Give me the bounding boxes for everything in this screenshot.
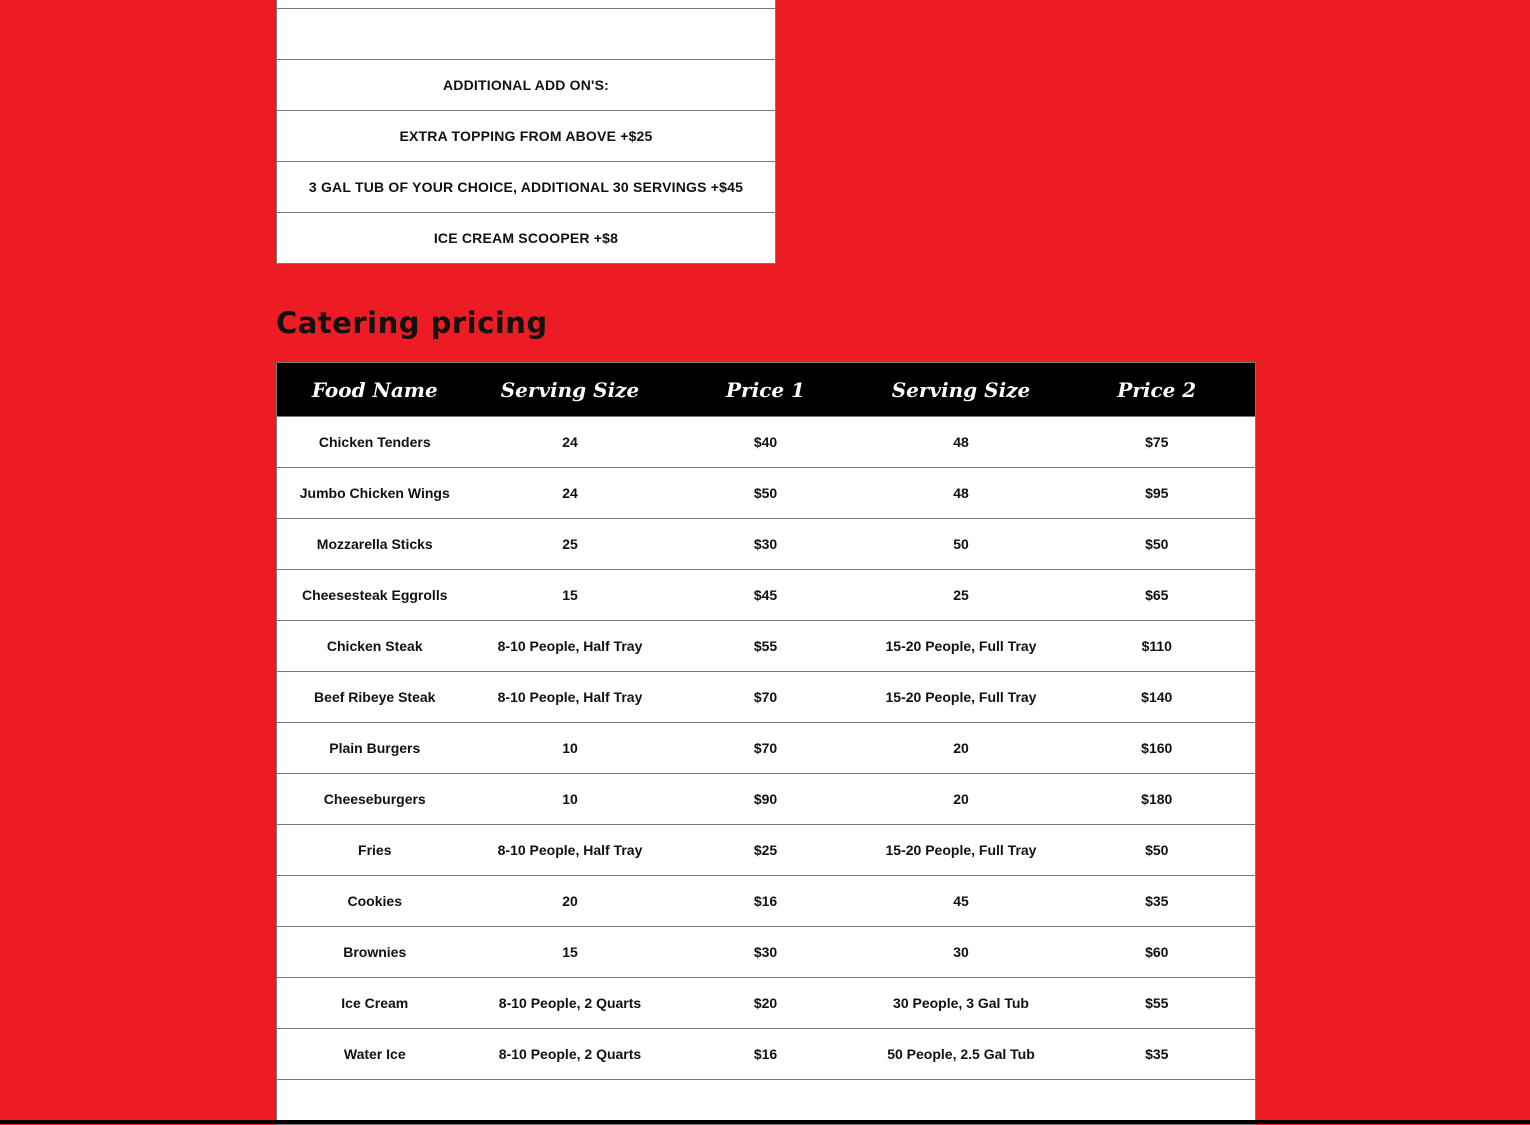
serving-size-1-cell: 24	[473, 417, 668, 468]
food-name-cell: Jumbo Chicken Wings	[277, 468, 473, 519]
price-1-cell: $90	[668, 774, 864, 825]
section-title: Catering pricing	[276, 306, 548, 340]
food-name-cell: Cheesesteak Eggrolls	[277, 570, 473, 621]
serving-size-1-cell: 24	[473, 468, 668, 519]
addons-cell	[277, 9, 776, 60]
food-name-cell: Plain Burgers	[277, 723, 473, 774]
price-1-cell: $45	[668, 570, 864, 621]
price-2-cell: $35	[1059, 1029, 1256, 1080]
serving-size-2-cell: 30	[864, 927, 1059, 978]
price-2-cell: $55	[1059, 978, 1256, 1029]
price-1-cell: $70	[668, 672, 864, 723]
table-row	[277, 672, 1256, 723]
table-row	[277, 723, 1256, 774]
serving-size-1-cell: 8-10 People, Half Tray	[473, 825, 668, 876]
column-header-price-2: Price 2	[1059, 363, 1256, 417]
serving-size-1-cell: 8-10 People, Half Tray	[473, 672, 668, 723]
food-name-cell: Mozzarella Sticks	[277, 519, 473, 570]
serving-size-1-cell: 15	[473, 570, 668, 621]
food-name-cell: Chicken Tenders	[277, 417, 473, 468]
addons-table	[276, 0, 776, 264]
addons-cell	[277, 0, 776, 9]
serving-size-2-cell: 50 People, 2.5 Gal Tub	[864, 1029, 1059, 1080]
addons-cell: ICE CREAM SCOOPER +$8	[277, 213, 776, 264]
serving-size-2-cell: 15-20 People, Full Tray	[864, 825, 1059, 876]
addons-cell: 3 GAL TUB OF YOUR CHOICE, ADDITIONAL 30 SERVINGS +$45	[277, 162, 776, 213]
food-name-cell: Cheeseburgers	[277, 774, 473, 825]
serving-size-2-cell: 25	[864, 570, 1059, 621]
food-name-cell: Chicken Steak	[277, 621, 473, 672]
price-2-cell: $180	[1059, 774, 1256, 825]
table-row	[277, 774, 1256, 825]
price-1-cell: $16	[668, 1029, 864, 1080]
serving-size-2-cell: 48	[864, 417, 1059, 468]
bottom-bar	[0, 1120, 1530, 1124]
food-name-cell: Ice Cream	[277, 978, 473, 1029]
serving-size-2-cell: 15-20 People, Full Tray	[864, 621, 1059, 672]
column-header-price-1: Price 1	[668, 363, 864, 417]
serving-size-1-cell: 8-10 People, 2 Quarts	[473, 978, 668, 1029]
table-row	[277, 162, 776, 213]
serving-size-2-cell: 50	[864, 519, 1059, 570]
serving-size-1-cell: 8-10 People, 2 Quarts	[473, 1029, 668, 1080]
price-2-cell: $140	[1059, 672, 1256, 723]
price-1-cell: $50	[668, 468, 864, 519]
table-row	[277, 468, 1256, 519]
table-header-row	[277, 363, 1256, 417]
food-name-cell: Beef Ribeye Steak	[277, 672, 473, 723]
serving-size-2-cell: 45	[864, 876, 1059, 927]
table-row	[277, 0, 776, 9]
column-header-serving-size-1: Serving Size	[473, 363, 668, 417]
price-1-cell: $25	[668, 825, 864, 876]
table-row	[277, 213, 776, 264]
table-row	[277, 519, 1256, 570]
catering-table-body	[277, 417, 1256, 1125]
serving-size-1-cell: 20	[473, 876, 668, 927]
price-2-cell: $75	[1059, 417, 1256, 468]
serving-size-2-cell: 20	[864, 774, 1059, 825]
price-1-cell: $30	[668, 519, 864, 570]
serving-size-1-cell: 10	[473, 774, 668, 825]
empty-cell	[277, 1080, 1256, 1125]
price-1-cell: $20	[668, 978, 864, 1029]
addons-heading: ADDITIONAL ADD ON'S:	[277, 60, 776, 111]
table-row	[277, 876, 1256, 927]
table-row	[277, 570, 1256, 621]
price-1-cell: $30	[668, 927, 864, 978]
catering-pricing-table	[276, 362, 1256, 1125]
price-1-cell: $16	[668, 876, 864, 927]
price-2-cell: $110	[1059, 621, 1256, 672]
addons-cell: EXTRA TOPPING FROM ABOVE +$25	[277, 111, 776, 162]
price-2-cell: $95	[1059, 468, 1256, 519]
table-row	[277, 927, 1256, 978]
price-1-cell: $70	[668, 723, 864, 774]
table-row	[277, 417, 1256, 468]
food-name-cell: Water Ice	[277, 1029, 473, 1080]
price-1-cell: $40	[668, 417, 864, 468]
food-name-cell: Fries	[277, 825, 473, 876]
column-header-serving-size-2: Serving Size	[864, 363, 1059, 417]
price-2-cell: $160	[1059, 723, 1256, 774]
food-name-cell: Cookies	[277, 876, 473, 927]
table-row	[277, 1029, 1256, 1080]
price-2-cell: $35	[1059, 876, 1256, 927]
food-name-cell: Brownies	[277, 927, 473, 978]
serving-size-2-cell: 15-20 People, Full Tray	[864, 672, 1059, 723]
serving-size-1-cell: 10	[473, 723, 668, 774]
table-row-empty	[277, 1080, 1256, 1125]
price-2-cell: $50	[1059, 825, 1256, 876]
table-row	[277, 825, 1256, 876]
table-row	[277, 111, 776, 162]
serving-size-1-cell: 25	[473, 519, 668, 570]
serving-size-2-cell: 20	[864, 723, 1059, 774]
table-row	[277, 621, 1256, 672]
price-2-cell: $65	[1059, 570, 1256, 621]
price-1-cell: $55	[668, 621, 864, 672]
column-header-food-name: Food Name	[277, 363, 473, 417]
table-row	[277, 60, 776, 111]
table-row	[277, 9, 776, 60]
price-2-cell: $50	[1059, 519, 1256, 570]
serving-size-1-cell: 8-10 People, Half Tray	[473, 621, 668, 672]
serving-size-2-cell: 48	[864, 468, 1059, 519]
price-2-cell: $60	[1059, 927, 1256, 978]
serving-size-2-cell: 30 People, 3 Gal Tub	[864, 978, 1059, 1029]
table-row	[277, 978, 1256, 1029]
serving-size-1-cell: 15	[473, 927, 668, 978]
